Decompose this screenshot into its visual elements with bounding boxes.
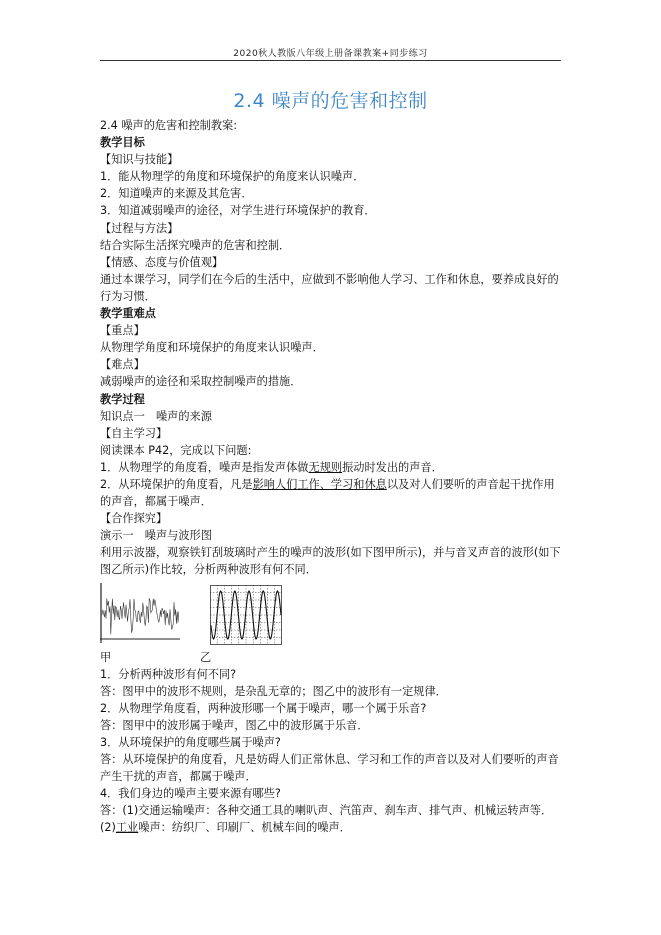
figure-a-label: 甲 [100, 650, 112, 664]
demo-1-title: 演示一 噪声与波形图 [100, 529, 212, 543]
self-study-heading: 【自主学习】 [100, 426, 168, 440]
demo-1-text: 利用示波器，观察铁钉刮玻璃时产生的噪声的波形(如下图甲所示)，并与音叉声音的波形(如下图乙所示)作比较，分析两种波形有何不同． [100, 546, 561, 577]
question-1-answer: 无规则 [308, 460, 343, 474]
analysis-question-1: 1．分析两种波形有何不同? [100, 667, 237, 681]
document-body [100, 117, 561, 836]
emotion-heading: 【情感、态度与价值观】 [100, 255, 224, 269]
analysis-question-3: 3．从环境保护的角度哪些属于噪声? [100, 735, 281, 749]
tuning-fork-waveform-figure [210, 585, 282, 645]
document-title: 2.4 噪声的危害和控制 [233, 90, 428, 112]
question-1 [100, 459, 561, 476]
question-2-end: 以及对人们要听的声音起干扰作用的声音，都属于噪声． [100, 477, 555, 509]
intro-line: 2.4 噪声的危害和控制教案: [100, 119, 237, 132]
answer-4-part-2-keyword: 工业 [115, 821, 139, 835]
answer-4-part-2-rest: 噪声：纺织厂、印刷厂、机械车间的噪声． [138, 821, 351, 835]
noise-waveform-figure [100, 583, 180, 643]
process-heading: 【过程与方法】 [100, 221, 179, 235]
waveform-figures [100, 583, 561, 649]
knowledge-point-1: 知识点一 噪声的来源 [100, 409, 212, 423]
question-1-start: 1．从物理学的角度看，噪声是指发声体做 [100, 460, 309, 474]
focus-text: 从物理学角度和环境保护的角度来认识噪声． [100, 341, 324, 355]
answer-4-part-2-index: (2) [100, 821, 116, 835]
analysis-answer-4-part-1: 答：(1)交通运输噪声：各种交通工具的喇叭声、汽笛声、刹车声、排气声、机械运转声等． [100, 804, 553, 818]
knowledge-item-2: 2．知道噪声的来源及其危害． [100, 187, 253, 201]
page-header: 2020秋人教版八年级上册备课教案+同步练习 [233, 49, 428, 59]
knowledge-heading: 【知识与技能】 [100, 153, 179, 167]
key-heading: 教学重难点 [100, 307, 156, 321]
difficulty-heading: 【难点】 [100, 358, 145, 372]
analysis-answer-2: 答：图甲中的波形属于噪声，图乙中的波形属于乐音． [100, 718, 369, 732]
analysis-answer-1: 答：图甲中的波形不规则，是杂乱无章的；图乙中的波形有一定规律． [100, 684, 447, 698]
procedure-heading: 教学过程 [100, 392, 145, 406]
analysis-question-2: 2．从物理学角度看，两种波形哪一个属于噪声，哪一个属于乐音? [100, 701, 427, 715]
noise-waveform [102, 598, 179, 634]
read-instruction: 阅读课本 P42，完成以下问题: [100, 443, 252, 457]
knowledge-item-3: 3．知道减弱噪声的途径，对学生进行环境保护的教育． [100, 204, 376, 218]
emotion-text: 通过本课学习，同学们在今后的生活中，应做到不影响他人学习、工作和休息，要养成良好的行为习惯． [100, 272, 559, 303]
header-rule [100, 60, 561, 61]
focus-heading: 【重点】 [100, 324, 145, 338]
knowledge-item-1: 1．能从物理学的角度和环境保护的角度来认识噪声． [100, 170, 365, 184]
difficulty-text: 减弱噪声的途径和采取控制噪声的措施． [100, 375, 302, 389]
question-2-start: 2．从环境保护的角度看，凡是 [100, 477, 253, 491]
analysis-answer-4-part-2 [100, 819, 561, 836]
figure-b-label: 乙 [200, 650, 212, 664]
analysis-answer-3: 答：从环境保护的角度看，凡是妨碍人们正常休息、学习和工作的声音以及对人们要听的声音产生干扰的声音，都属于噪声． [100, 753, 559, 784]
question-2-answer: 影响人们工作、学习和休息 [252, 477, 387, 491]
analysis-question-4: 4．我们身边的噪声主要来源有哪些? [100, 787, 281, 801]
goals-heading: 教学目标 [100, 136, 145, 150]
coop-heading: 【合作探究】 [100, 512, 168, 526]
question-1-end: 振动时发出的声音． [342, 460, 443, 474]
figure-labels [100, 649, 561, 666]
process-text: 结合实际生活探究噪声的危害和控制． [100, 238, 291, 252]
question-2 [100, 476, 561, 510]
